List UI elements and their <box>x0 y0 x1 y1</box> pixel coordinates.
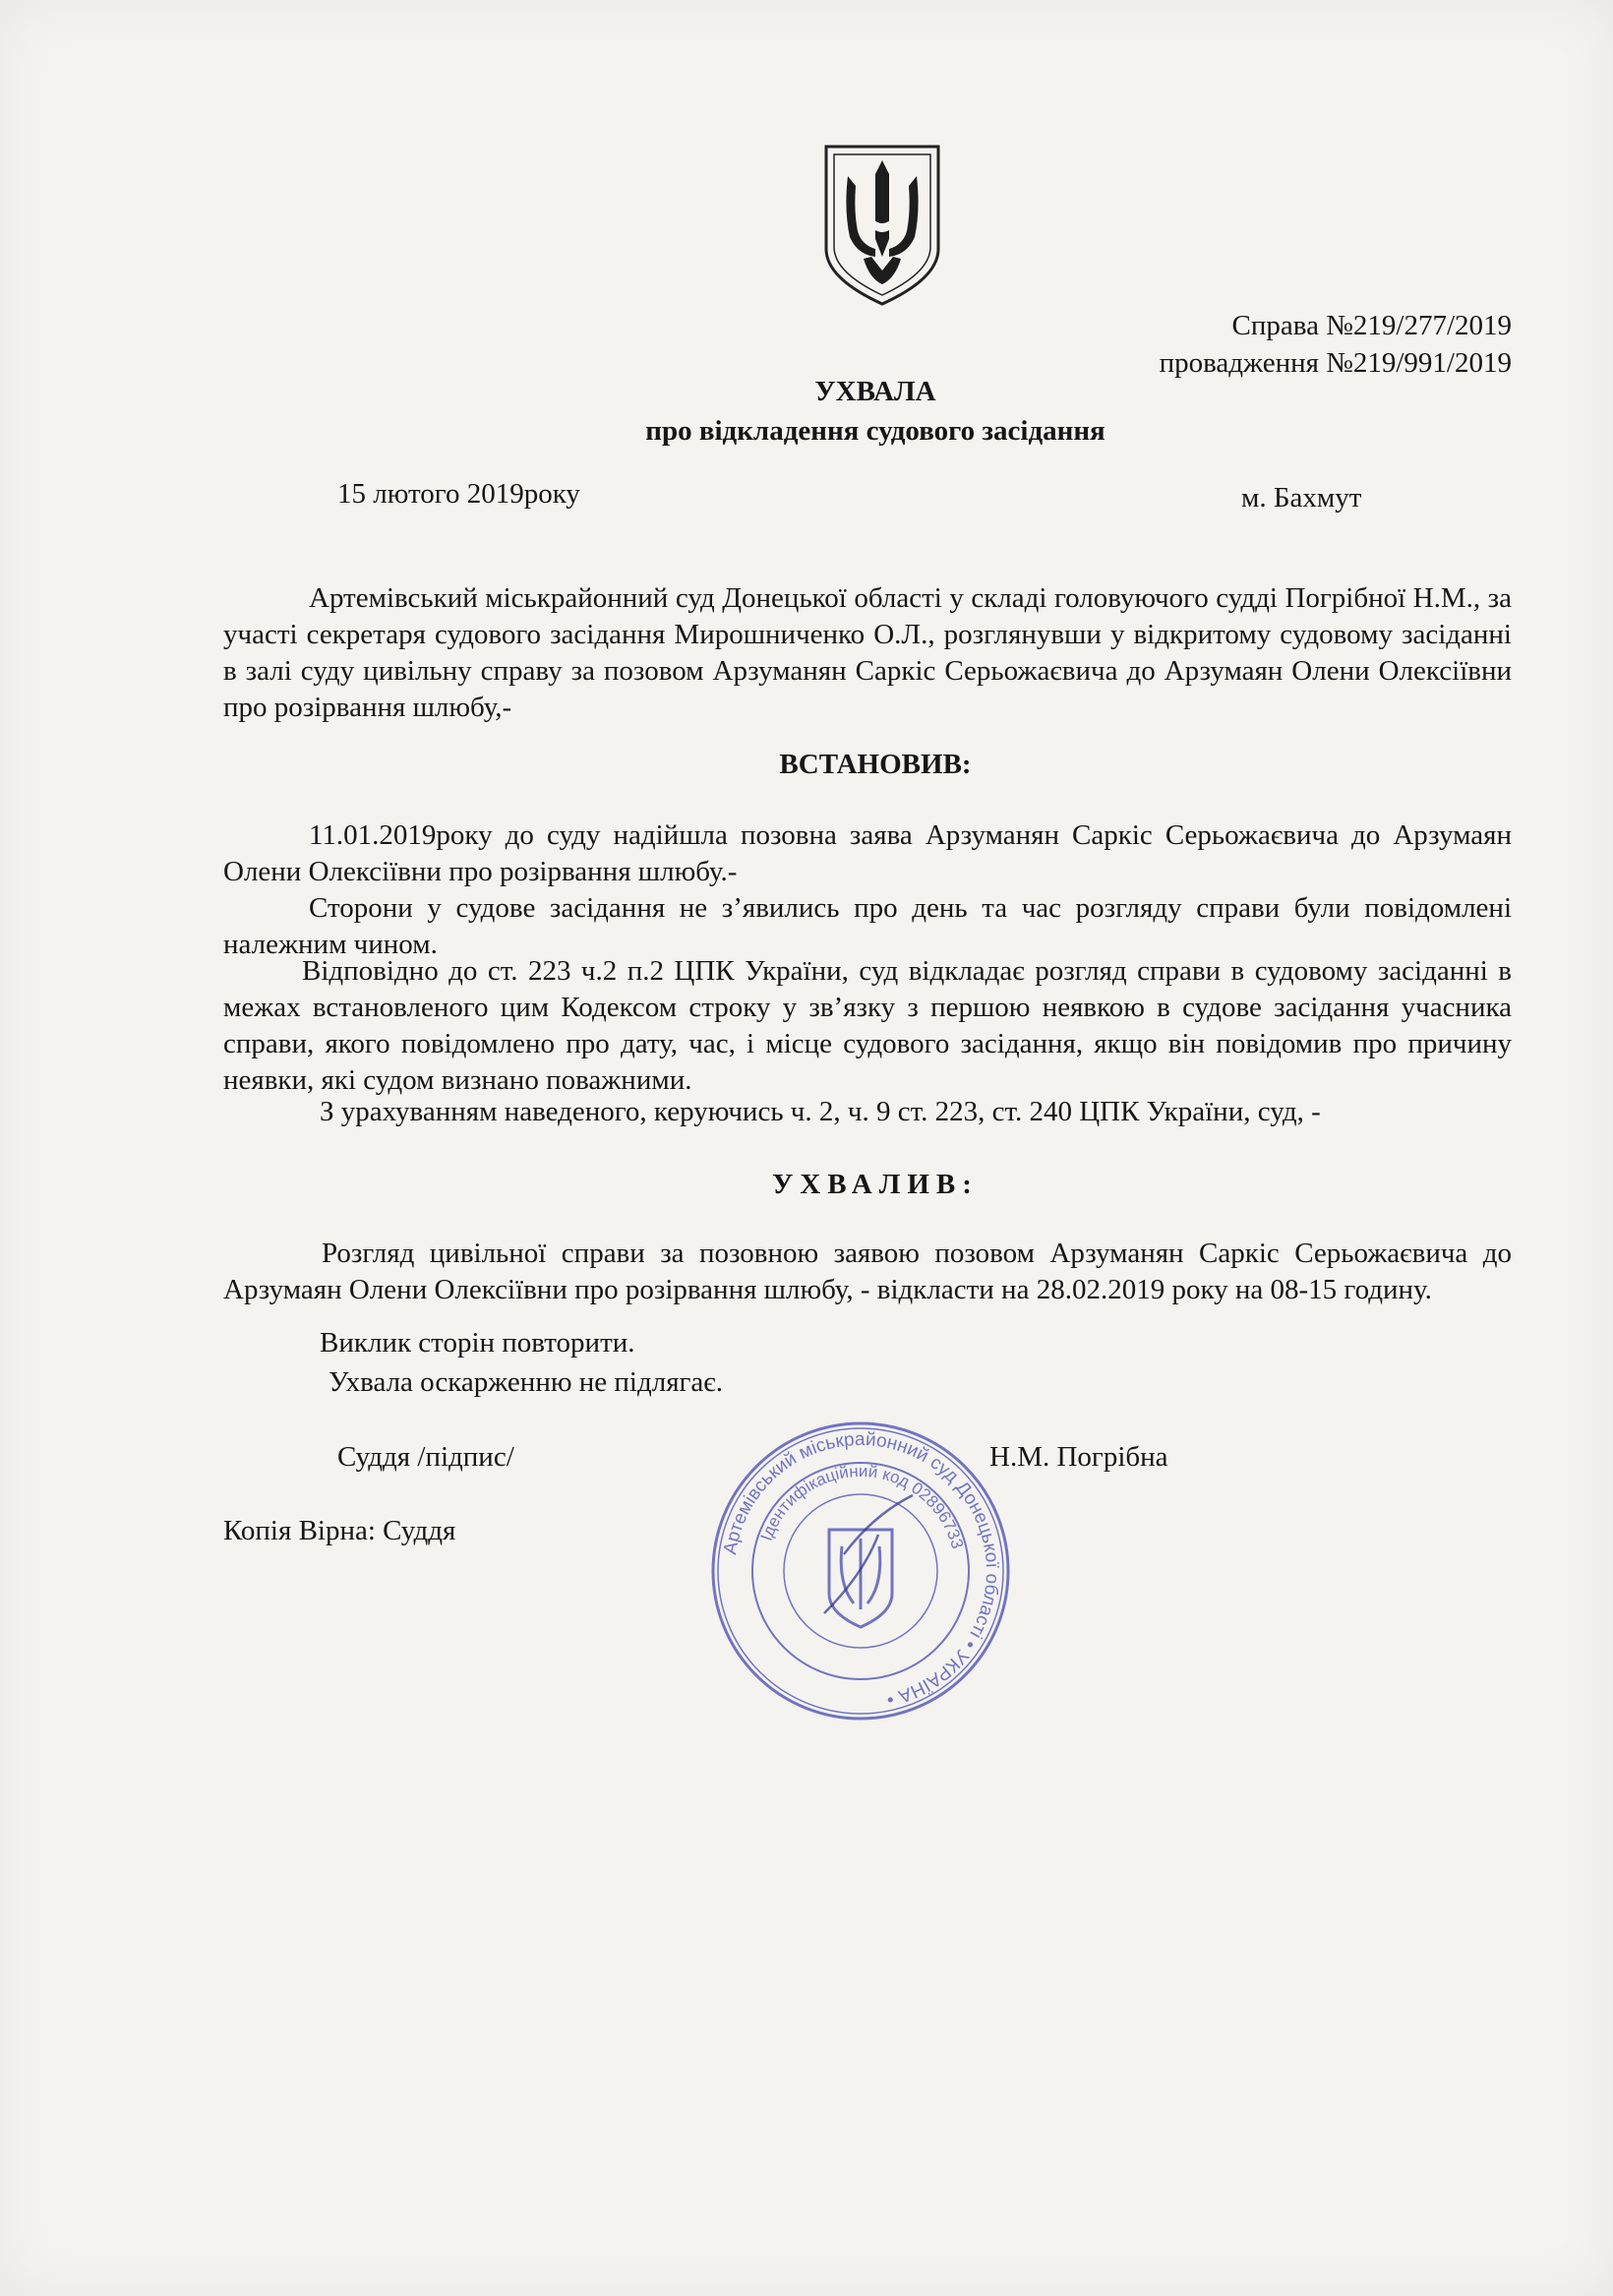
case-numbers <box>1160 307 1512 382</box>
established-paragraph-1: 11.01.2019року до суду надійшла позовна заява Арзуманян Саркіс Серьожаєвича до Арзумаян Олени Олексіївни про розірвання шлюбу.- <box>223 819 1512 887</box>
established-paragraph-4: З урахуванням наведеного, керуючись ч. 2, ч. 9 ст. 223, ст. 240 ЦПК України, суд, - <box>320 1096 1321 1127</box>
ruling-paragraph-1: Розгляд цивільної справи за позовною заявою позовом Арзуманян Саркіс Серьожаєвича до Арзумаян Олени Олексіївни про розірвання шлюбу, - відкласти на 28.02.2019 року на 08-15 годину. <box>223 1238 1512 1305</box>
trident-coat-of-arms-icon <box>818 141 946 308</box>
intro-paragraph: Артемівський міськрайонний суд Донецької області у складі головуючого судді Погрібної Н.М., за участі секретаря судового засідання Мирошниченко О.Л., розглянувши у відкритому судовому засіданні в залі суду цивільну справу за позовом Арзуманян Саркіс Серьожаєвича до Арзумаян Олени Олексіївни про розірвання шлюбу,- <box>223 582 1512 723</box>
title-main: УХВАЛА <box>814 376 936 407</box>
stamp-outer-text: Артемівський міськрайонний суд Донецької області • УКРАЇНА • <box>720 1428 1003 1711</box>
signature-scribble <box>824 1495 913 1613</box>
title-subtitle: про відкладення судового засідання <box>645 415 1105 447</box>
judge-signature-label: Суддя /підпис/ <box>337 1441 514 1473</box>
established-paragraph-2: Сторони у судове засідання не з’явились про день та час розгляду справи були повідомлені належним чином. <box>223 892 1512 960</box>
copy-certified-label: Копія Вірна: Суддя <box>223 1515 456 1546</box>
judge-name: Н.М. Погрібна <box>989 1441 1168 1473</box>
case-number: Справа №219/277/2019 <box>1231 310 1512 341</box>
established-paragraph-3: Відповідно до ст. 223 ч.2 п.2 ЦПК України, суд відкладає розгляд справи в судовому засіданні в межах встановленого цим Кодексом строку у зв’язку з першою неявкою в судове засідання учасника справи, якого повідомлено про дату, час, і місце судового засідання, якщо він повідомив про причину неявки, які судом визнано поважними. <box>223 955 1512 1096</box>
document-date: 15 лютого 2019року <box>337 478 580 510</box>
document-title <box>0 372 1613 451</box>
stamp-inner-text: Ідентифікаційний код 02896733 <box>756 1461 968 1551</box>
ruling-paragraph-2: Виклик сторін повторити. <box>320 1327 635 1359</box>
ruling-heading: УХВАЛИВ: <box>772 1169 979 1200</box>
proceeding-number: провадження №219/991/2019 <box>1159 347 1512 379</box>
stamp-trident-icon <box>829 1530 892 1627</box>
ruling-paragraph-3: Ухвала оскарженню не підлягає. <box>329 1366 724 1398</box>
established-heading: ВСТАНОВИВ: <box>779 749 972 780</box>
court-seal-stamp <box>706 1417 1015 1725</box>
document-city: м. Бахмут <box>1241 482 1362 514</box>
